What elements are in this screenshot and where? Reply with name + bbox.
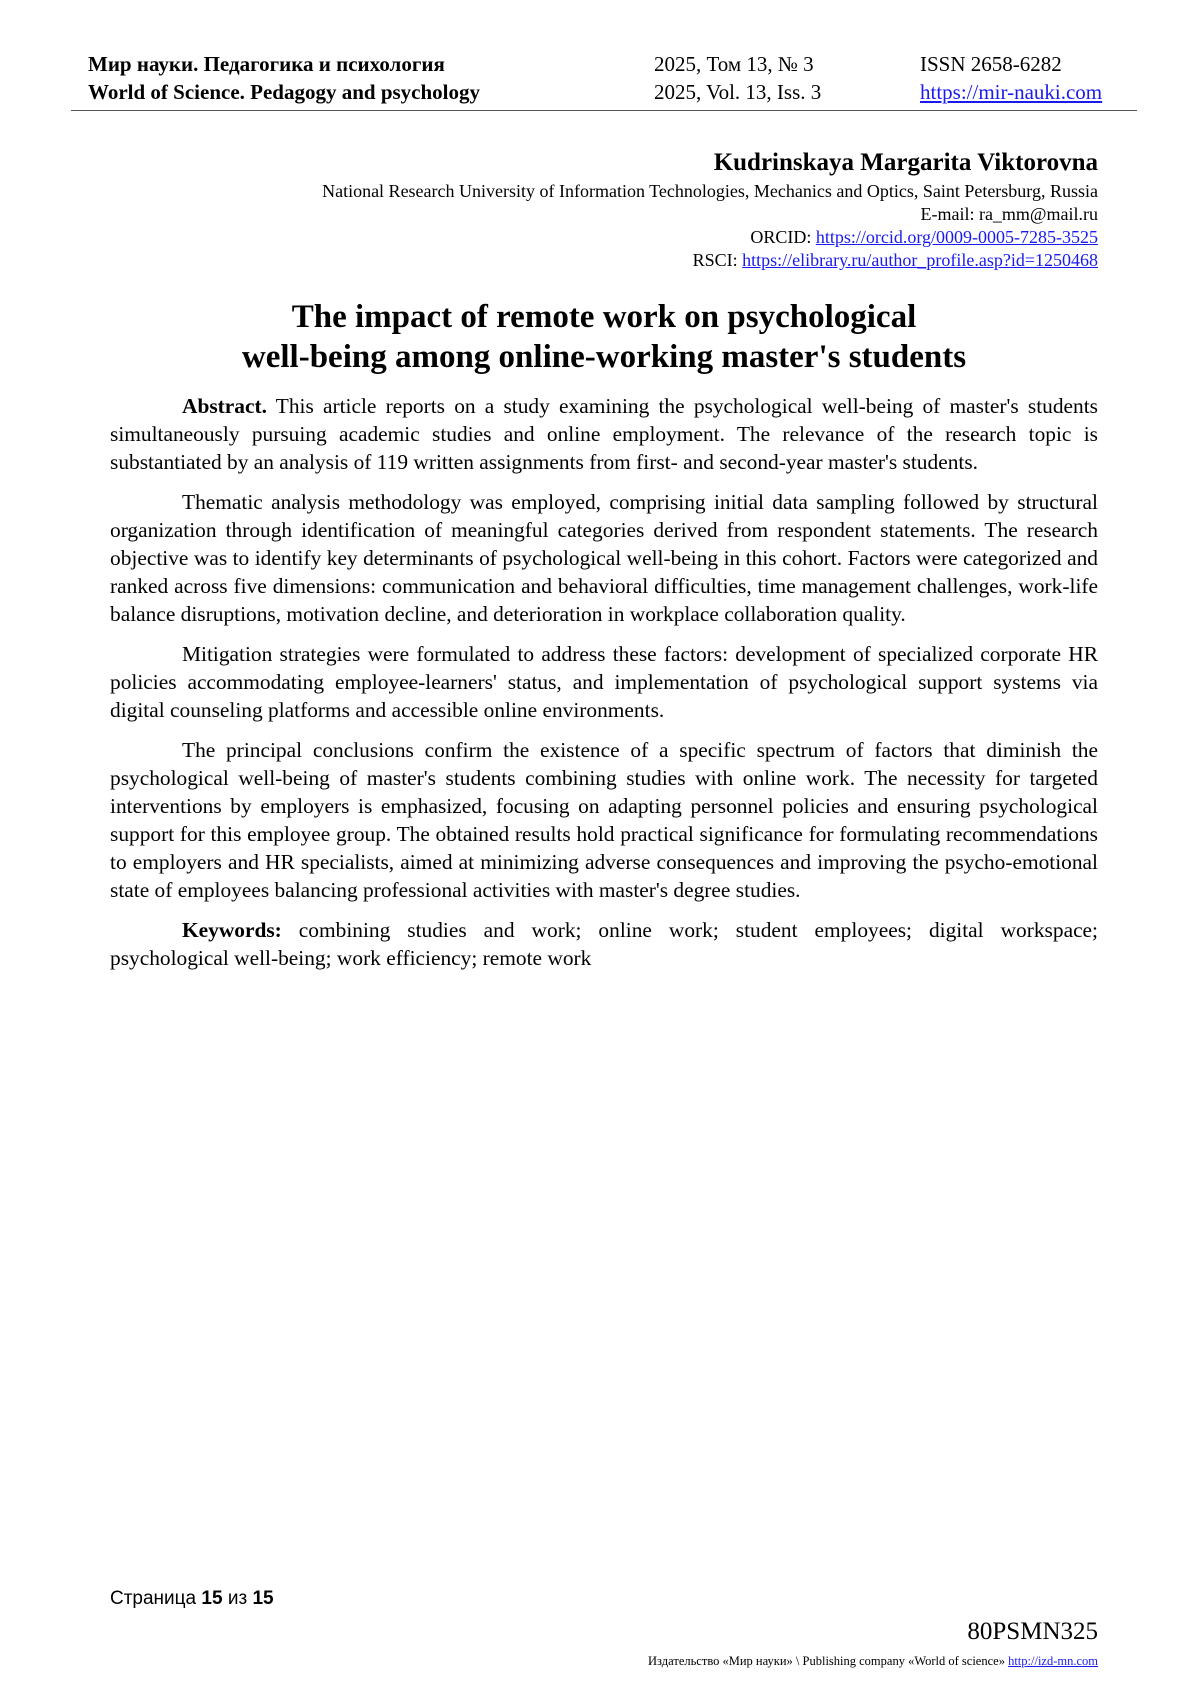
publisher-line — [648, 1654, 1098, 1669]
issue-russian: 2025, Том 13, № 3 — [654, 52, 814, 76]
page-total: 15 — [252, 1588, 274, 1609]
abstract-label: Abstract. — [182, 394, 267, 418]
author-name: Kudrinskaya Margarita Viktorovna — [713, 149, 1098, 176]
author-orcid — [322, 226, 1098, 249]
page-word: Страница — [110, 1588, 197, 1609]
issn: ISSN 2658-6282 — [920, 52, 1062, 76]
author-rsci — [322, 249, 1098, 272]
author-email: E-mail: ra_mm@mail.ru — [920, 204, 1098, 224]
header-row-russian — [71, 50, 1137, 78]
abstract-paragraph-1 — [110, 392, 1098, 476]
journal-website-link[interactable]: https://mir-nauki.com — [920, 80, 1103, 104]
title-line-1: The impact of remote work on psychological — [291, 299, 917, 335]
author-block — [322, 146, 1098, 272]
keywords-paragraph — [110, 916, 1098, 972]
page-of: из — [227, 1588, 248, 1609]
author-affiliation: National Research University of Information Technologies, Mechanics and Optics, Saint Petersburg, Russia — [322, 181, 1098, 201]
orcid-label: ORCID: — [750, 227, 816, 247]
rsci-link[interactable]: https://elibrary.ru/author_profile.asp?id=1250468 — [742, 250, 1098, 270]
abstract-section — [110, 392, 1098, 984]
keywords-text: combining studies and work; online work; student employees; digital workspace; psychological well-being; work efficiency; remote work — [110, 918, 1098, 970]
keywords-label: Keywords: — [182, 918, 282, 942]
page-current: 15 — [201, 1588, 223, 1609]
publisher-link[interactable]: http://izd-mn.com — [1008, 1654, 1098, 1668]
abstract-paragraph-4: The principal conclusions confirm the existence of a specific spectrum of factors that diminish the psychological well-being of master's students combining studies with online work. The necessity for targeted interventions by employers is emphasized, focusing on adapting personnel policies and ensuring psychological support for this employee group. The obtained results hold practical significance for formulating recommendations to employers and HR specialists, aimed at minimizing adverse consequences and improving the psycho-emotional state of employees balancing professional activities with master's degree studies. — [110, 738, 1098, 902]
abstract-paragraph-2: Thematic analysis methodology was employed, comprising initial data sampling followed by structural organization through identification of meaningful categories derived from respondent statements. The research objective was to identify key determinants of psychological well-being in this cohort. Factors were categorized and ranked across five dimensions: communication and behavioral difficulties, time management challenges, work-life balance disruptions, motivation decline, and deterioration in workplace collaboration quality. — [110, 490, 1098, 626]
issue-english: 2025, Vol. 13, Iss. 3 — [654, 80, 822, 104]
journal-header — [71, 50, 1137, 111]
abstract-paragraph-3: Mitigation strategies were formulated to address these factors: development of specialized corporate HR policies accommodating employee-learners' status, and implementation of psychological support systems via digital counseling platforms and accessible online environments. — [110, 642, 1098, 722]
abstract-text-1: This article reports on a study examining the psychological well-being of master's students simultaneously pursuing academic studies and online employment. The relevance of the research topic is substantiated by an analysis of 119 written assignments from first- and second-year master's students. — [110, 394, 1098, 474]
title-line-2: well-being among online-working master's students — [241, 339, 967, 375]
article-title — [110, 297, 1098, 377]
page-counter — [110, 1588, 274, 1610]
header-row-english — [71, 78, 1137, 106]
journal-name-russian: Мир науки. Педагогика и психология — [88, 52, 445, 76]
article-code: 80PSMN325 — [967, 1618, 1098, 1645]
orcid-link[interactable]: https://orcid.org/0009-0005-7285-3525 — [815, 227, 1098, 247]
publisher-text: Издательство «Мир науки» \ Publishing company «World of science» — [648, 1654, 1009, 1668]
journal-name-english: World of Science. Pedagogy and psychology — [88, 80, 481, 104]
rsci-label: RSCI: — [692, 250, 743, 270]
